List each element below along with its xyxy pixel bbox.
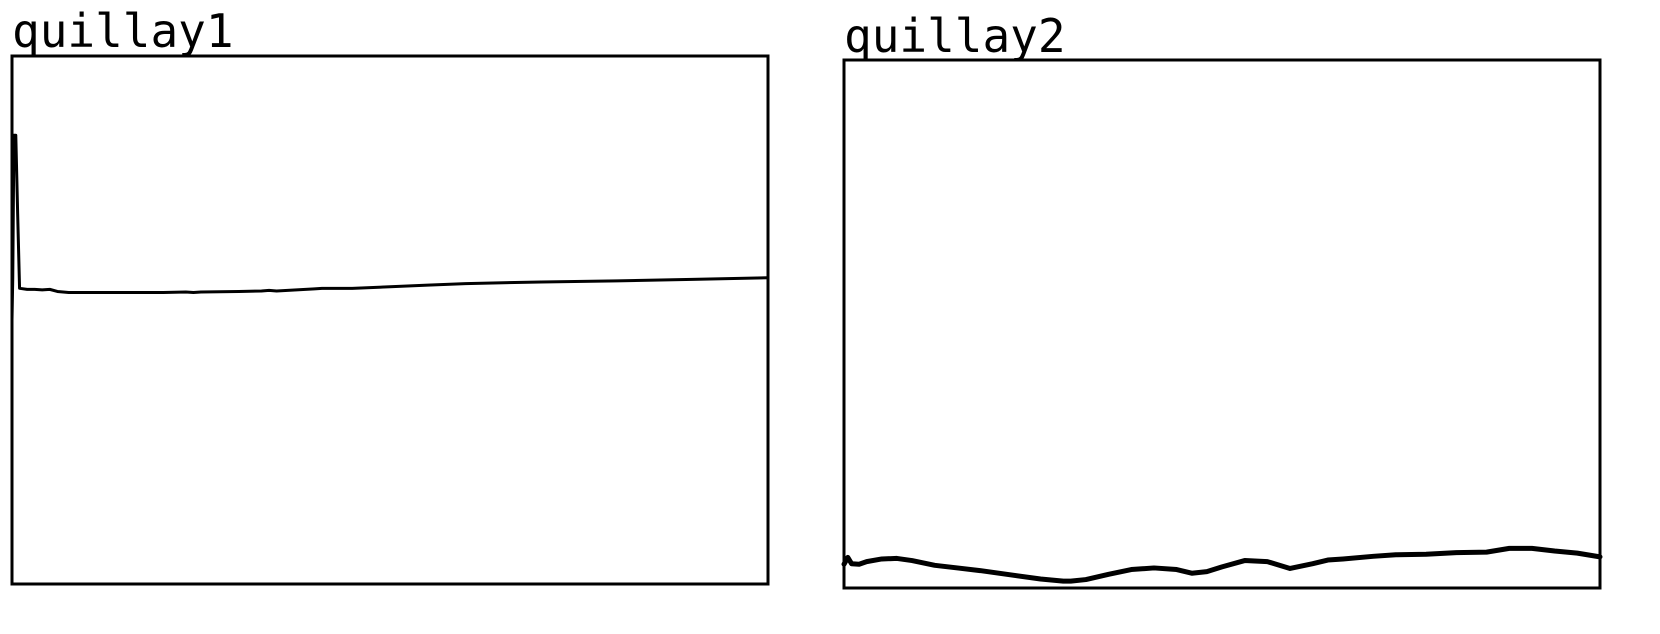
series-line-quillay2 xyxy=(844,548,1600,581)
plot-frame xyxy=(12,56,768,584)
chart-title: quillay1 xyxy=(12,4,234,58)
chart-plot-area xyxy=(12,56,768,584)
chart-title: quillay2 xyxy=(844,9,1066,63)
chart-plot-area xyxy=(844,60,1600,588)
plot-frame xyxy=(844,60,1600,588)
series-line-quillay1 xyxy=(12,135,768,320)
